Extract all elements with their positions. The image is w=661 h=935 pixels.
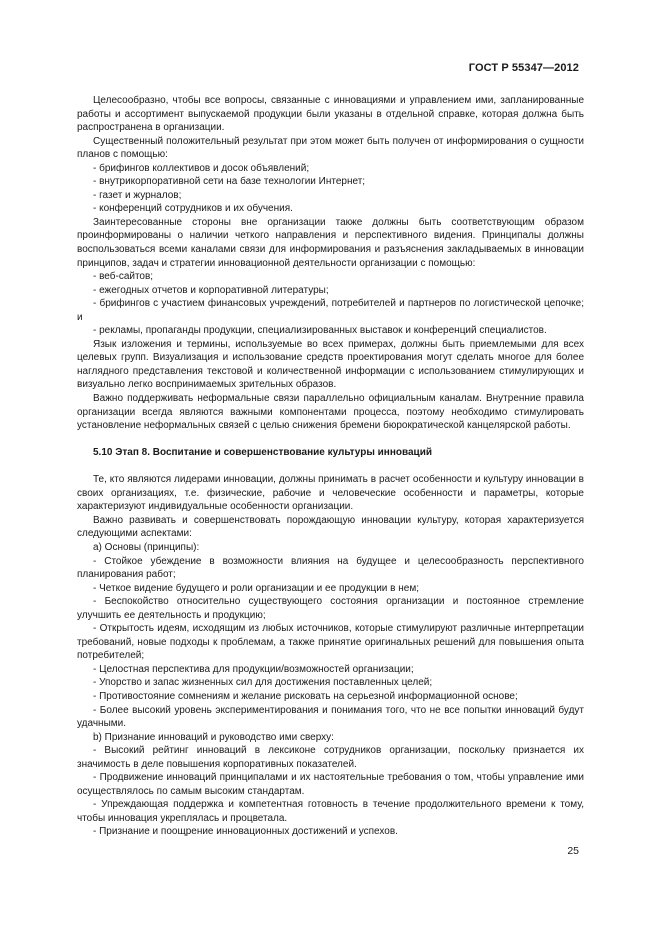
paragraph: Заинтересованные стороны вне организации также должны быть соответствующим образом проинформированы о наличии четкого направления и перспективного видения. Принципалы должны воспользоваться всеми каналами связи для информирования и разъяснения закладываемых в инновации принципов, задач и стратегии инновационной деятельности организации с помощью: — [77, 216, 584, 269]
paragraph: Целесообразно, чтобы все вопросы, связанные с инновациями и управлением ими, запланированные работы и ассортимент выпускаемой продукции были указаны в отдельной справке, которая должна быть распространена в организации. — [77, 95, 584, 134]
list-item: - Высокий рейтинг инноваций в лексиконе сотрудников организации, поскольку признается их значимость в деле повышения корпоративных показателей. — [77, 745, 584, 770]
list-item: - Упреждающая поддержка и компетентная готовность в течение продолжительного времени к тому, чтобы инновация укреплялась и процветала. — [77, 799, 584, 824]
paragraph: Важно развивать и совершенствовать порождающую инновации культуру, которая характеризуется следующими аспектами: — [77, 514, 584, 540]
list-item: - Четкое видение будущего и роли организации и ее продукции в нем; — [93, 582, 419, 594]
list-item: - Беспокойство относительно существующего состояния организации и постоянное стремление улучшить ее деятельность и продукцию; — [77, 596, 584, 621]
list-item: - Продвижение инноваций принципалами и их настоятельные требования о том, чтобы управление ими осуществлялось по самым высоким стандартам. — [77, 772, 584, 797]
subsection-title: b) Признание инноваций и руководство ими сверху: — [93, 731, 334, 743]
section-heading: 5.10 Этап 8. Воспитание и совершенствование культуры инноваций — [93, 447, 433, 459]
list-item: - брифингов коллективов и досок объявлений; — [93, 162, 310, 174]
document-standard-header: ГОСТ Р 55347—2012 — [468, 62, 579, 74]
list-item: - рекламы, пропаганды продукции, специализированных выставок и конференций специалистов. — [93, 325, 547, 337]
paragraph: Существенный положительный результат при этом может быть получен от информирования о сущности планов с помощью: — [77, 135, 584, 161]
list-item: - Целостная перспектива для продукции/возможностей организации; — [93, 663, 414, 675]
list-item: - Упорство и запас жизненных сил для достижения поставленных целей; — [93, 677, 433, 689]
document-body — [77, 94, 584, 839]
list-item: - Противостояние сомнениям и желание рисковать на серьезной информационной основе; — [93, 690, 518, 702]
list-item: - внутрикорпоративной сети на базе технологии Интернет; — [93, 176, 366, 188]
list-item: - веб-сайтов; — [93, 271, 154, 283]
paragraph: Важно поддерживать неформальные связи параллельно официальным каналам. Внутренние правила организации всегда являются важными компонентами процесса, поэтому необходимо стимулировать установление неформальных связей с целью снижения бремени бюрократической канцелярской работы. — [77, 393, 584, 432]
paragraph: Те, кто являются лидерами инновации, должны принимать в расчет особенности и культуру инновации в своих организациях, т.е. физические, рабочие и человеческие особенности и параметры, которые характеризуют индивидуальные особенности организации. — [77, 474, 584, 513]
paragraph: Язык изложения и термины, используемые во всех примерах, должны быть приемлемыми для всех целевых групп. Визуализация и использование средств проектирования могут сделать многое для более наглядного представления текстовой и количественной информации с использованием стимулирующих и визуально легко воспринимаемых зрительных образов. — [77, 338, 584, 391]
list-item: - Более высокий уровень экспериментирования и понимания того, что не все попытки инноваций будут удачными. — [77, 704, 584, 730]
page-number: 25 — [567, 845, 579, 857]
list-item: - Признание и поощрение инновационных достижений и успехов. — [93, 826, 398, 838]
list-item: - Открытость идеям, исходящим из любых источников, которые стимулируют различные интерпретации требований, новые подходы к проблемам, а также принятие оригинальных решений для повышения опыта потребителей; — [77, 623, 584, 662]
list-item: - конференций сотрудников и их обучения. — [93, 203, 293, 215]
subsection-title: а) Основы (принципы): — [93, 541, 200, 553]
list-item: - ежегодных отчетов и корпоративной литературы; — [93, 284, 329, 296]
list-item: - газет и журналов; — [93, 189, 182, 201]
list-item: - Стойкое убеждение в возможности влияния на будущее и целесообразность перспективного планирования работ; — [77, 555, 584, 581]
list-item: - брифингов с участием финансовых учреждений, потребителей и партнеров по логистической цепочке; и — [77, 298, 584, 323]
